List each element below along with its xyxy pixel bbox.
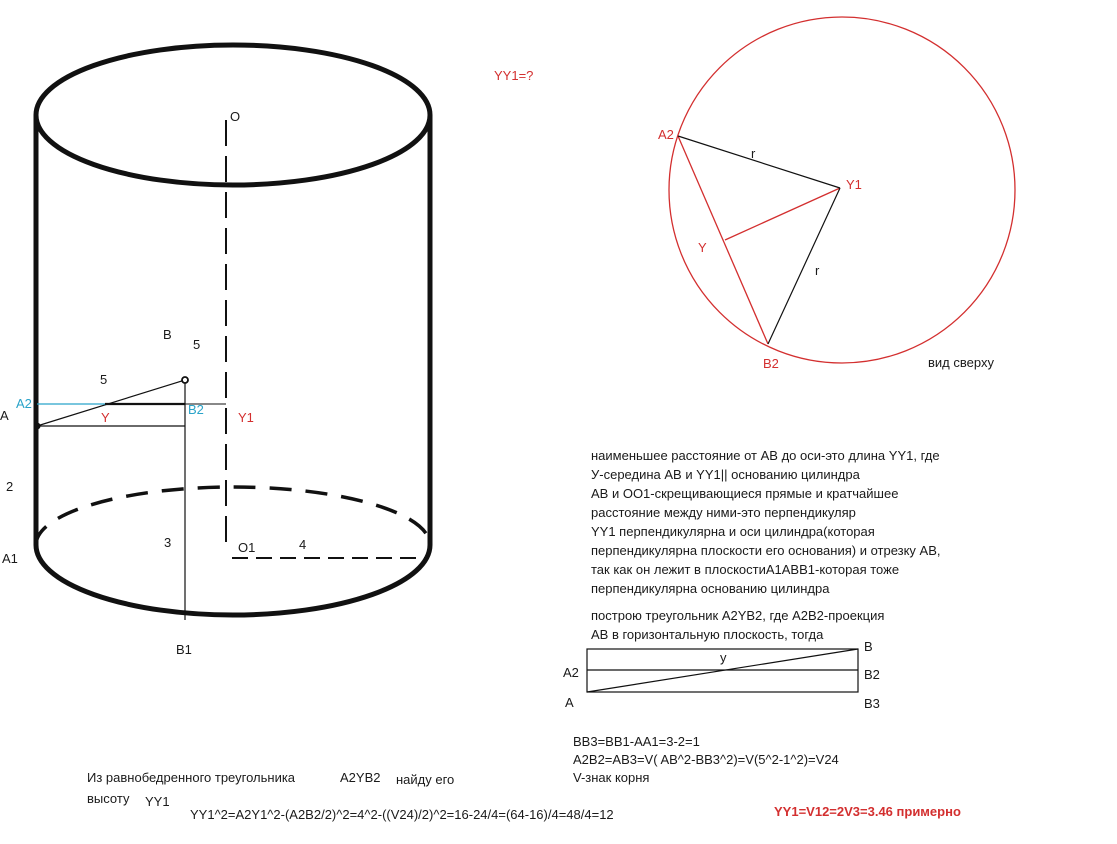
bottom-line1: Из равнобедренного треугольника xyxy=(87,770,296,785)
explanation-line: перпендикулярна плоскости его основания) и отрезку АВ, xyxy=(591,543,941,558)
explanation-line: расстояние между ними-это перпендикуляр xyxy=(591,505,856,520)
rect-label-A2: A2 xyxy=(563,665,579,680)
top-label-Y: Y xyxy=(698,240,707,255)
top-view-circle xyxy=(669,17,1015,363)
label-Y1: Y1 xyxy=(238,410,254,425)
bottom-triangle-name: A2YB2 xyxy=(340,770,381,785)
label-length-5-ab: 5 xyxy=(100,372,108,387)
calc-line: V-знак корня xyxy=(573,770,650,785)
rect-label-B: B xyxy=(864,639,873,654)
bottom-line2: высоту xyxy=(87,791,130,806)
explanation-line: YY1 перпендикулярна и оси цилиндра(которая xyxy=(591,524,875,539)
rect-label-B3: B3 xyxy=(864,696,880,711)
rect-label-A: A xyxy=(565,695,574,710)
bottom-line1-end: найду его xyxy=(396,772,455,787)
calc-line: BB3=BB1-AA1=3-2=1 xyxy=(573,734,700,749)
construct-line: построю треугольник А2YВ2, где А2В2-проекция xyxy=(591,608,885,623)
rect-label-y: y xyxy=(720,650,727,665)
construct-line: АВ в горизонтальную плоскость, тогда xyxy=(591,627,824,642)
label-B1: B1 xyxy=(176,642,192,657)
radius-A2Y1 xyxy=(678,136,840,188)
question-label: YY1=? xyxy=(494,68,534,83)
rect-label-B2: B2 xyxy=(864,667,880,682)
label-Y: Y xyxy=(101,410,110,425)
top-label-Y1: Y1 xyxy=(846,177,862,192)
explanation-line: наименьшее расстояние от АВ до оси-это длина YY1, где xyxy=(591,448,940,463)
point-B-dot xyxy=(182,377,188,383)
segment-YY1 xyxy=(725,188,840,240)
explanation-line: перпендикулярна основанию цилиндра xyxy=(591,581,830,596)
label-B2: B2 xyxy=(188,402,204,417)
label-B: B xyxy=(163,327,172,342)
explanation-line: АВ и ОО1-скрещивающиеся прямые и кратчайшее xyxy=(591,486,899,501)
label-length-3: 3 xyxy=(164,535,172,550)
label-length-5-b: 5 xyxy=(193,337,201,352)
radius-Y1B2 xyxy=(768,188,840,344)
construct-block xyxy=(591,606,884,644)
top-label-A2: A2 xyxy=(658,127,674,142)
label-length-2: 2 xyxy=(6,479,14,494)
cylinder-bottom-front-arc xyxy=(36,545,430,615)
cylinder-bottom-back-arc xyxy=(36,487,430,545)
explanation-block xyxy=(591,446,941,598)
label-O: O xyxy=(230,109,241,124)
cylinder xyxy=(34,45,431,620)
label-length-4: 4 xyxy=(299,537,307,552)
chord-A2B2 xyxy=(678,136,768,344)
label-A: A xyxy=(0,408,9,423)
explanation-line: У-середина АВ и YY1|| основанию цилиндра xyxy=(591,467,860,482)
final-answer: YY1=V12=2V3=3.46 примерно xyxy=(774,804,961,819)
top-label-B2: B2 xyxy=(763,356,779,371)
label-A2: A2 xyxy=(16,396,32,411)
explanation-line: так как он лежит в плоскостиА1АВВ1-которая тоже xyxy=(591,562,900,577)
top-label-r-lower: r xyxy=(815,263,820,278)
label-O1: O1 xyxy=(238,540,256,555)
calc-line: A2B2=AB3=V( AB^2-BB3^2)=V(5^2-1^2)=V24 xyxy=(573,752,839,767)
point-A-dot xyxy=(34,423,41,430)
label-A1: A1 xyxy=(2,551,18,566)
top-view xyxy=(669,17,1015,363)
bottom-yy1: YY1 xyxy=(145,794,170,809)
bottom-formula: YY1^2=A2Y1^2-(A2B2/2)^2=4^2-((V24)/2)^2=16-24/4=(64-16)/4=48/4=12 xyxy=(190,807,614,822)
calc-block xyxy=(573,733,839,787)
top-label-r-upper: r xyxy=(751,146,756,161)
top-view-caption: вид сверху xyxy=(928,355,994,370)
